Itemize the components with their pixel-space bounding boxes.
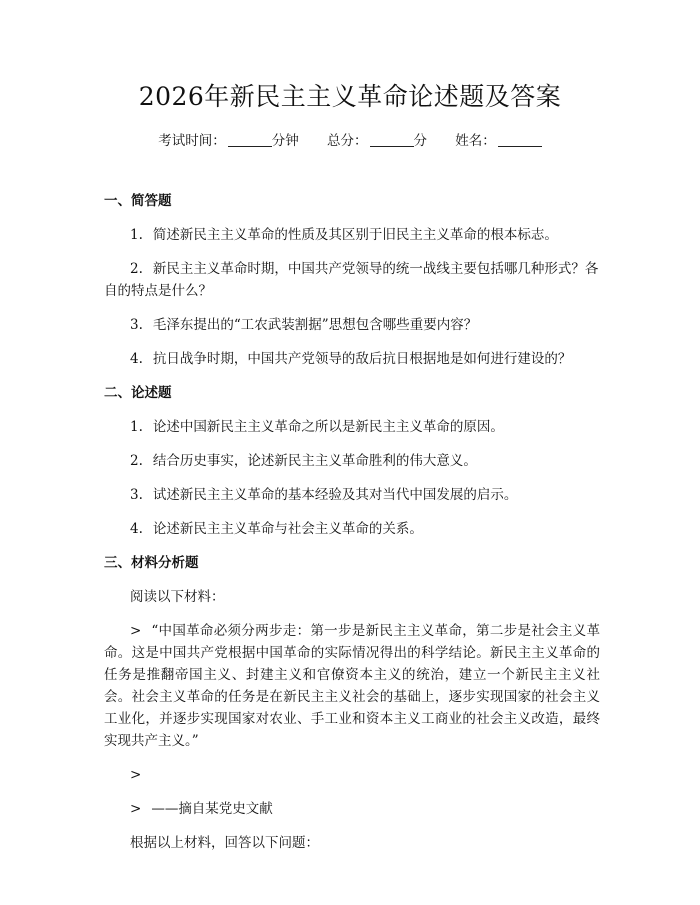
question-item xyxy=(104,484,600,506)
student-name xyxy=(455,130,542,152)
question-number: 4. xyxy=(130,351,143,367)
source-text: ——摘自某党史文献 xyxy=(151,801,273,817)
material-prompt: 根据以上材料，回答以下问题： xyxy=(130,835,319,851)
question-item xyxy=(104,224,600,246)
question-text: 结合历史事实，论述新民主主义革命胜利的伟大意义。 xyxy=(152,453,477,469)
question-item xyxy=(104,258,600,302)
name-blank[interactable] xyxy=(498,132,542,147)
material-source xyxy=(104,798,600,820)
time-blank[interactable] xyxy=(228,132,272,147)
question-number: 2. xyxy=(130,453,143,469)
page-title: 2026年新民主主义革命论述题及答案 xyxy=(138,82,562,111)
quote-marker: > xyxy=(130,767,142,783)
quote-marker: > xyxy=(130,623,142,639)
question-number: 1. xyxy=(130,227,143,243)
quote-marker: > xyxy=(130,801,142,817)
question-text: 论述中国新民主主义革命之所以是新民主主义革命的原因。 xyxy=(152,419,504,435)
section-title-short-answer: 一、简答题 xyxy=(104,193,172,209)
total-score xyxy=(327,130,427,152)
exam-meta xyxy=(0,130,700,152)
time-label: 考试时间： xyxy=(158,133,226,149)
question-number: 2. xyxy=(130,261,143,277)
question-number: 3. xyxy=(130,487,143,503)
exam-time xyxy=(158,130,299,152)
document-body xyxy=(104,190,600,866)
score-unit: 分 xyxy=(413,133,427,149)
question-item xyxy=(104,314,600,336)
question-text: 试述新民主主义革命的基本经验及其对当代中国发展的启示。 xyxy=(152,487,518,503)
time-unit: 分钟 xyxy=(271,133,299,149)
question-number: 3. xyxy=(130,317,143,333)
question-item xyxy=(104,450,600,472)
question-text: 毛泽东提出的“工农武装割据”思想包含哪些重要内容？ xyxy=(152,317,478,333)
section-title-essay: 二、论述题 xyxy=(104,385,172,401)
question-number: 1. xyxy=(130,419,143,435)
question-text: 简述新民主主义革命的性质及其区别于旧民主主义革命的根本标志。 xyxy=(152,227,558,243)
quote-text: “中国革命必须分两步走：第一步是新民主主义革命，第二步是社会主义革命。这是中国共产党根据中国革命的实际情况得出的科学结论。新民主主义革命的任务是推翻帝国主义、封建主义和官僚资本主义的统治，建立一个新民主主义社会。社会主义革命的任务是在新民主主义社会的基础上，逐步实现国家的社会主义工业化，并逐步实现国家对农业、手工业和资本主义工商业的社会主义改造，最终实现共产主义。” xyxy=(104,623,600,749)
empty-quote-line xyxy=(104,764,600,786)
material-quote xyxy=(104,620,600,752)
score-blank[interactable] xyxy=(370,132,414,147)
section-title-material-analysis: 三、材料分析题 xyxy=(104,555,199,571)
material-intro: 阅读以下材料： xyxy=(130,589,225,605)
name-label: 姓名： xyxy=(455,133,496,149)
question-item xyxy=(104,518,600,540)
score-label: 总分： xyxy=(327,133,368,149)
question-text: 论述新民主主义革命与社会主义革命的关系。 xyxy=(152,521,423,537)
question-item xyxy=(104,416,600,438)
question-item xyxy=(104,348,600,370)
question-text: 新民主主义革命时期，中国共产党领导的统一战线主要包括哪几种形式？各自的特点是什么？ xyxy=(104,261,599,299)
question-number: 4. xyxy=(130,521,143,537)
question-text: 抗日战争时期，中国共产党领导的敌后抗日根据地是如何进行建设的？ xyxy=(152,351,572,367)
